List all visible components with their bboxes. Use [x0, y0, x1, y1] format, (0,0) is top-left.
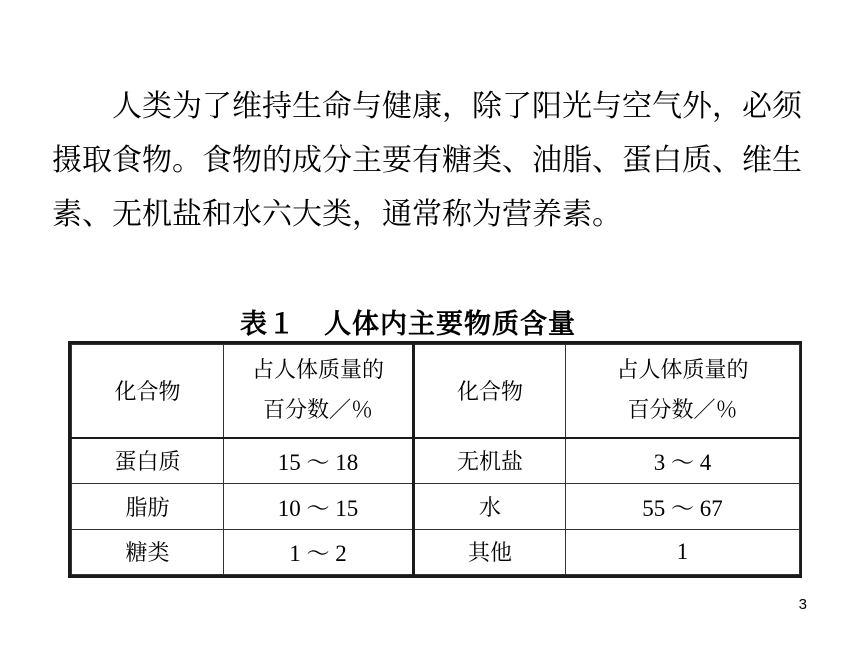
header-compound-right: 化合物	[414, 345, 566, 438]
table-row	[72, 484, 800, 529]
table-title: 表１ 人体内主要物质含量	[240, 309, 576, 340]
cell-left-name: 蛋白质	[72, 438, 224, 484]
cell-left-value: 1 ～ 2	[224, 529, 414, 574]
nutrient-table	[68, 341, 802, 578]
cell-right-name: 无机盐	[414, 438, 566, 484]
cell-right-name: 水	[414, 484, 566, 529]
cell-left-name: 脂肪	[72, 484, 224, 529]
header-percent-left-line2: 百分数／％	[262, 397, 373, 423]
table-header-row	[72, 345, 800, 438]
header-percent-left-line1: 占人体质量的	[251, 357, 384, 383]
page-number: 3	[798, 596, 807, 613]
cell-left-value: 15 ～ 18	[224, 438, 414, 484]
cell-right-value: 55 ～ 67	[566, 484, 800, 529]
header-percent-right-line1: 占人体质量的	[616, 357, 749, 383]
cell-right-value: 3 ～ 4	[566, 438, 800, 484]
table-row	[72, 529, 800, 574]
header-percent-right	[566, 345, 800, 438]
cell-left-value: 10 ～ 15	[224, 484, 414, 529]
intro-paragraph: 人类为了维持生命与健康，除了阳光与空气外，必须摄取食物。食物的成分主要有糖类、油脂、蛋白质、维生素、无机盐和水六大类，通常称为营养素。	[52, 89, 802, 232]
cell-left-name: 糖类	[72, 529, 224, 574]
header-percent-right-line2: 百分数／％	[627, 397, 738, 423]
header-percent-left	[224, 345, 414, 438]
cell-right-value: 1	[566, 529, 800, 574]
cell-right-name: 其他	[414, 529, 566, 574]
table-row	[72, 438, 800, 484]
header-compound-left: 化合物	[72, 345, 224, 438]
